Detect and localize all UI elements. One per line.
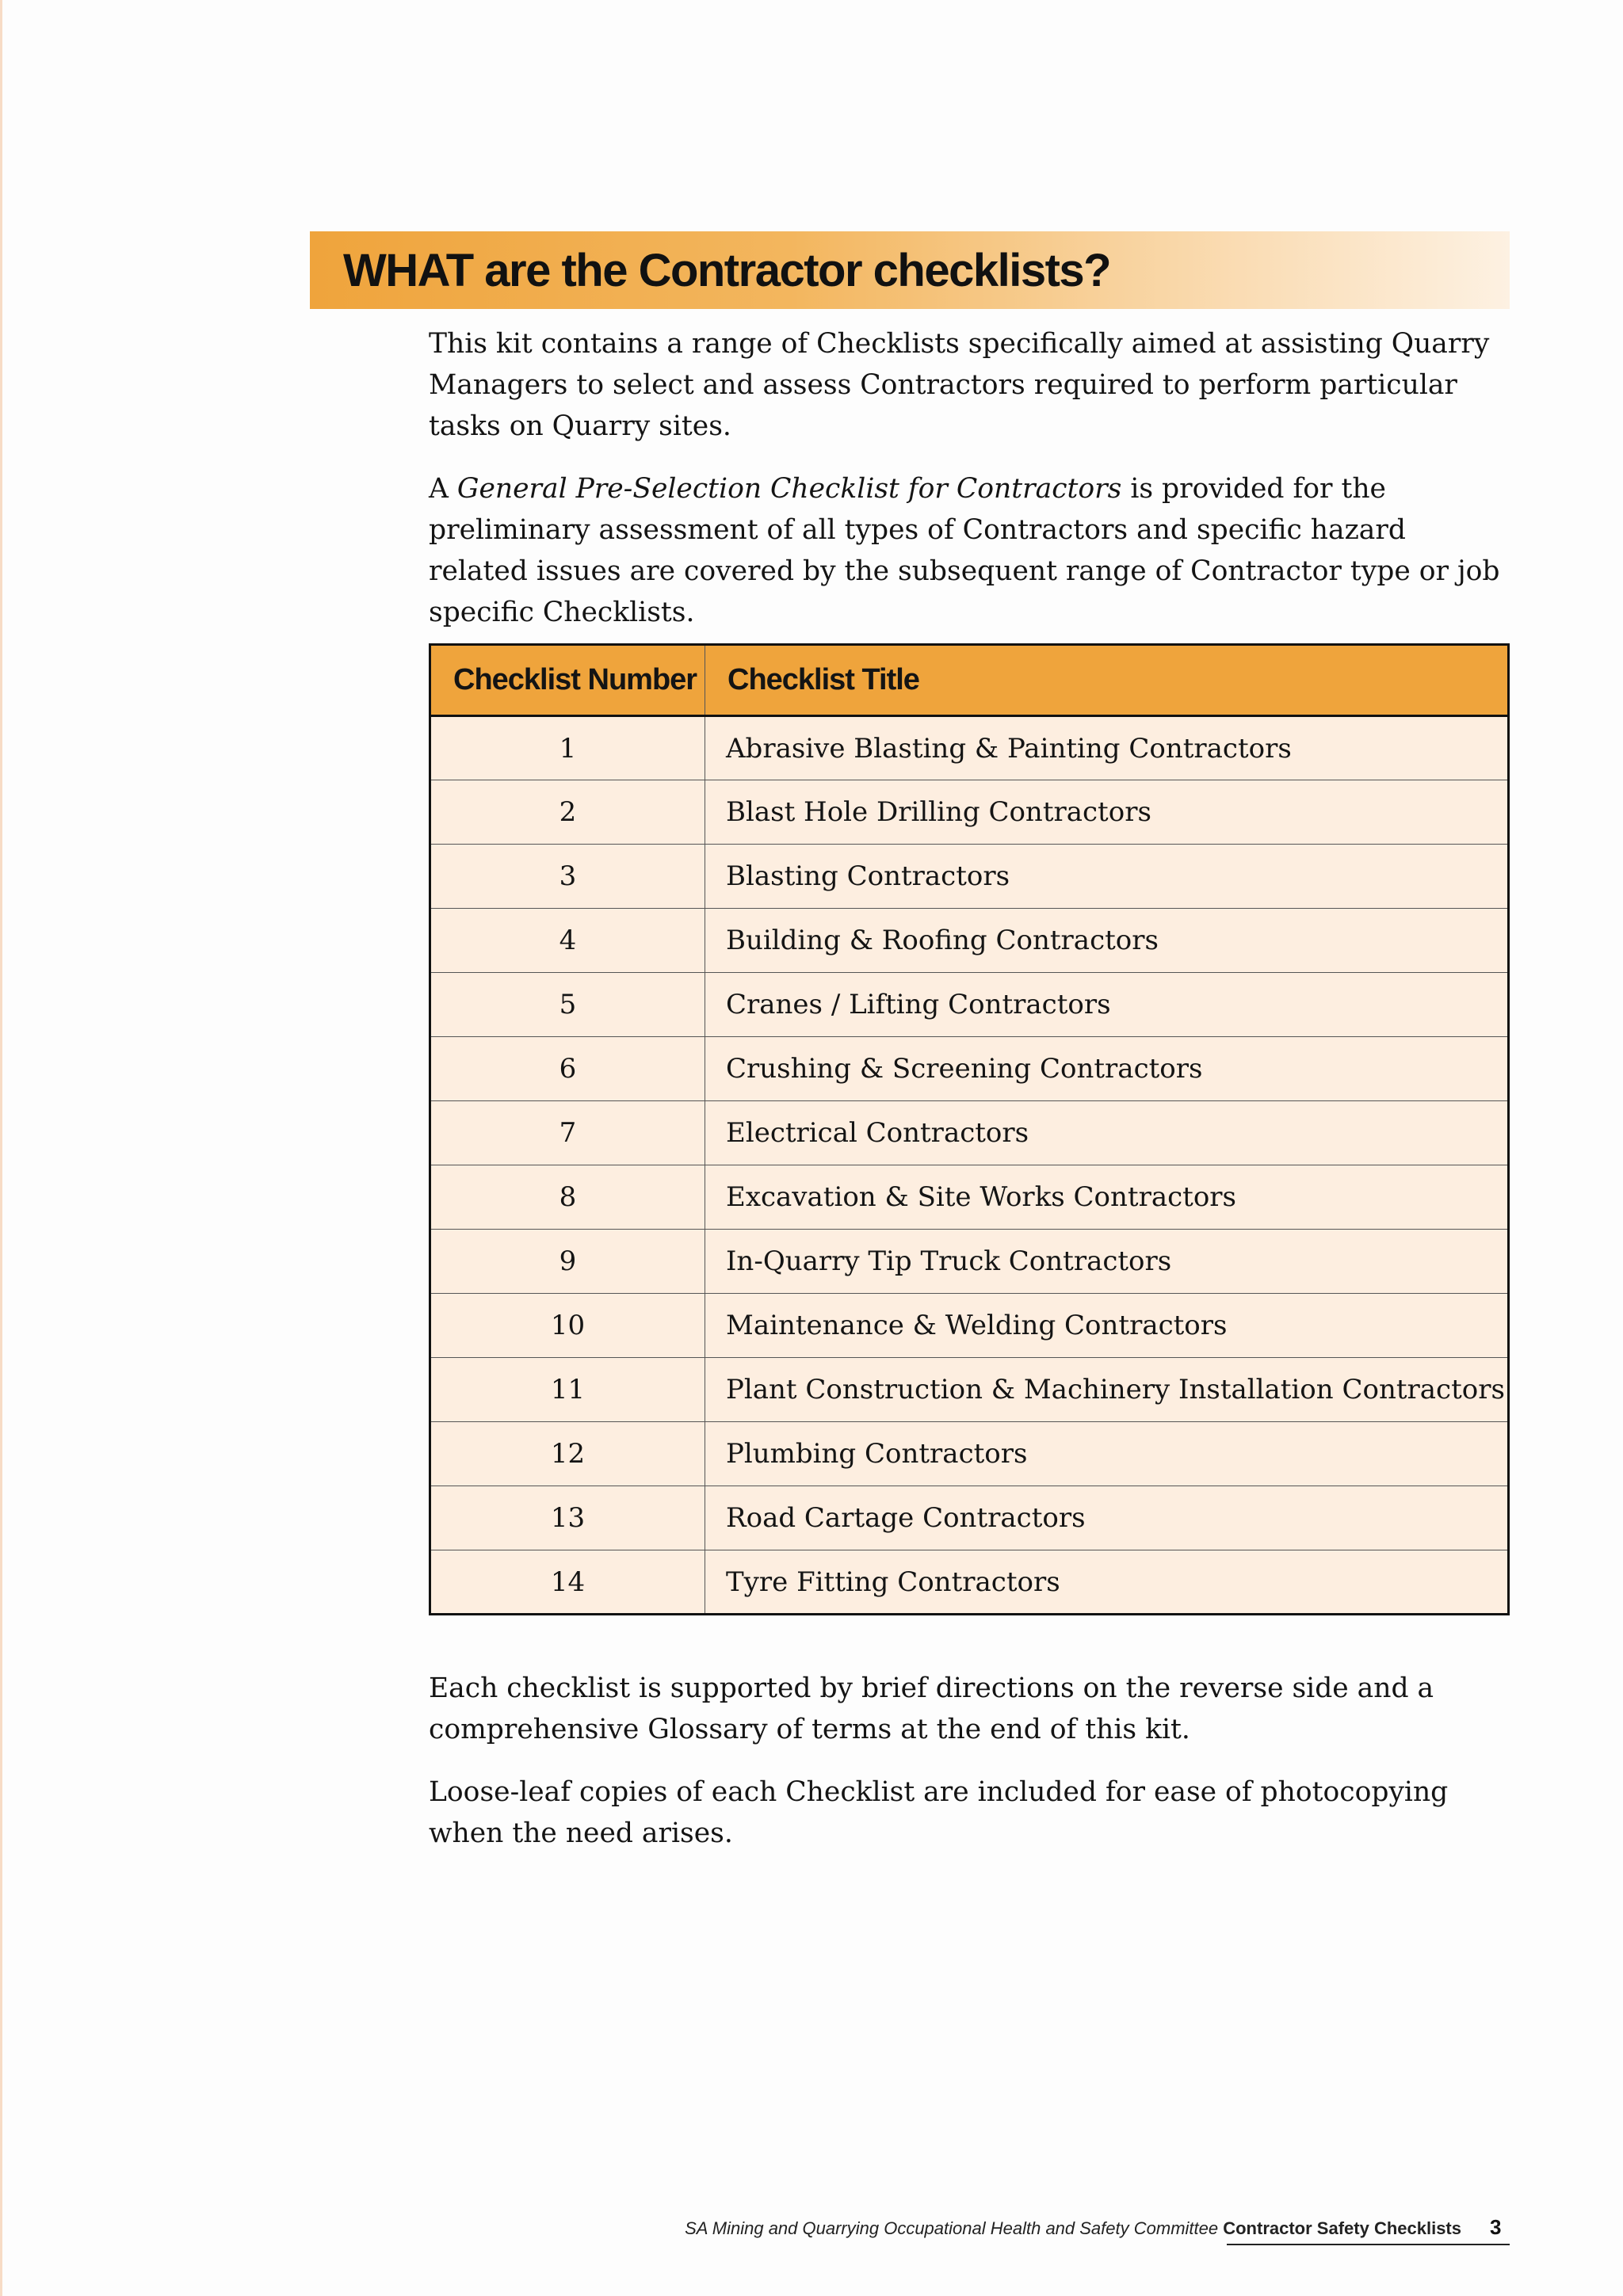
checklist-title: Electrical Contractors <box>705 1101 1509 1165</box>
checklist-title: Blast Hole Drilling Contractors <box>705 780 1509 845</box>
table-row <box>430 1422 1509 1486</box>
intro-paragraph-1: This kit contains a range of Checklists specifically aimed at assisting Quarry Managers to select and assess Contractors required to perform particular tasks on Quarry sites. <box>429 328 1490 442</box>
checklist-title: Blasting Contractors <box>705 845 1509 909</box>
checklist-title: Plant Construction & Machinery Installation Contractors <box>705 1358 1509 1422</box>
checklist-title: In-Quarry Tip Truck Contractors <box>705 1230 1509 1294</box>
table-row <box>430 973 1509 1037</box>
checklist-number: 4 <box>430 909 705 973</box>
footer-rule <box>1227 2244 1510 2245</box>
table-header-row <box>430 645 1509 716</box>
checklist-number: 7 <box>430 1101 705 1165</box>
checklist-number: 11 <box>430 1358 705 1422</box>
checklist-number: 1 <box>430 716 705 780</box>
checklist-number: 2 <box>430 780 705 845</box>
outro-paragraph-1: Each checklist is supported by brief directions on the reverse side and a comprehensive Glossary of terms at the end of this kit. <box>429 1672 1434 1745</box>
table-row <box>430 1230 1509 1294</box>
table-row <box>430 845 1509 909</box>
checklist-table <box>429 643 1510 1615</box>
footer-document-title: Contractor Safety Checklists <box>1223 2218 1461 2238</box>
checklist-title: Excavation & Site Works Contractors <box>705 1165 1509 1230</box>
footer <box>0 2218 1461 2239</box>
table-row <box>430 1101 1509 1165</box>
table-row <box>430 1294 1509 1358</box>
checklist-number: 5 <box>430 973 705 1037</box>
column-header-title: Checklist Title <box>705 645 1509 716</box>
footer-organisation: SA Mining and Quarrying Occupational Health and Safety Committee <box>685 2218 1219 2238</box>
table-row <box>430 1486 1509 1550</box>
checklist-title: Tyre Fitting Contractors <box>705 1550 1509 1615</box>
checklist-title: Road Cartage Contractors <box>705 1486 1509 1550</box>
intro-p2-suffix: is provided for the preliminary assessment of all types of Contractors and specific hazard related issues are covered by the subsequent range of Contractor type or job specific Checklists. <box>429 473 1500 628</box>
page-edge-rule <box>0 0 2 2296</box>
intro-p2-checklist-name: General Pre-Selection Checklist for Contractors <box>456 473 1122 505</box>
table-body <box>430 716 1509 1615</box>
outro-paragraph-2: Loose-leaf copies of each Checklist are included for ease of photocopying when the need arises. <box>429 1776 1449 1849</box>
table-row <box>430 1358 1509 1422</box>
table-row <box>430 1550 1509 1615</box>
checklist-number: 8 <box>430 1165 705 1230</box>
checklist-number: 3 <box>430 845 705 909</box>
checklist-title: Cranes / Lifting Contractors <box>705 973 1509 1037</box>
intro-p2-prefix: A <box>429 473 457 505</box>
checklist-title: Abrasive Blasting & Painting Contractors <box>705 716 1509 780</box>
table-row <box>430 780 1509 845</box>
checklist-number: 14 <box>430 1550 705 1615</box>
intro-paragraph-2 <box>429 468 1511 633</box>
checklist-title: Maintenance & Welding Contractors <box>705 1294 1509 1358</box>
table-row <box>430 909 1509 973</box>
checklist-title: Plumbing Contractors <box>705 1422 1509 1486</box>
table-row <box>430 1037 1509 1101</box>
checklist-number: 10 <box>430 1294 705 1358</box>
checklist-number: 12 <box>430 1422 705 1486</box>
checklist-number: 9 <box>430 1230 705 1294</box>
page-title: WHAT are the Contractor checklists? <box>343 245 1111 296</box>
table-row <box>430 716 1509 780</box>
column-header-number: Checklist Number <box>430 645 705 716</box>
table-row <box>430 1165 1509 1230</box>
checklist-number: 13 <box>430 1486 705 1550</box>
page-number: 3 <box>1490 2215 1502 2239</box>
checklist-number: 6 <box>430 1037 705 1101</box>
checklist-title: Building & Roofing Contractors <box>705 909 1509 973</box>
checklist-title: Crushing & Screening Contractors <box>705 1037 1509 1101</box>
